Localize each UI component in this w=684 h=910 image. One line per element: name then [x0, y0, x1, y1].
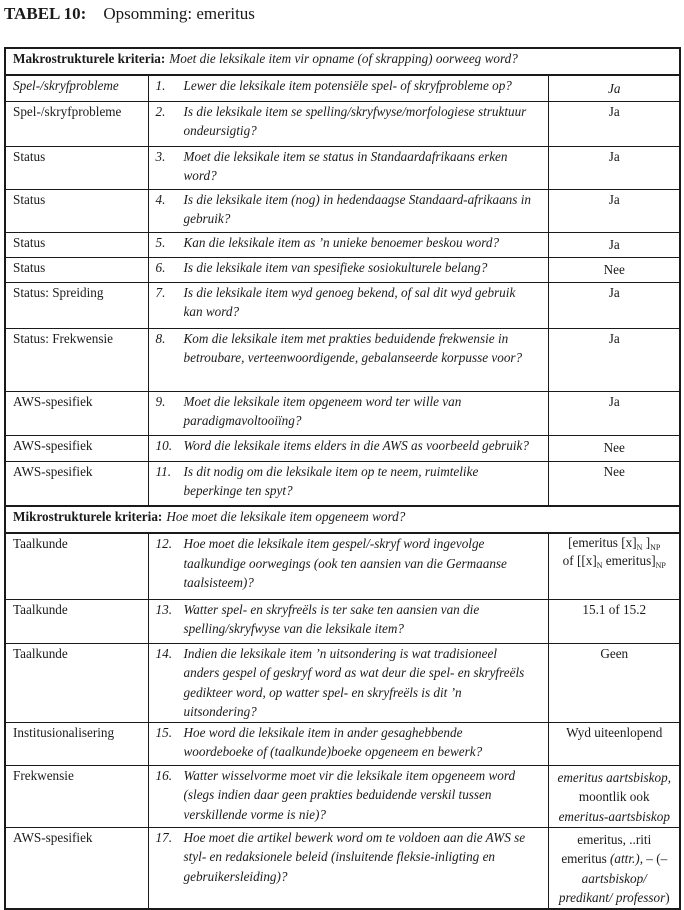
criterion-question-cell — [148, 533, 548, 599]
table-row — [5, 461, 680, 506]
criterion-category: Status — [5, 232, 148, 257]
section-heading-label: Makrostrukturele kriteria: — [13, 51, 166, 66]
criterion-number: 2. — [155, 103, 166, 119]
criterion-question-cell — [148, 461, 548, 506]
criterion-answer: Ja — [548, 101, 680, 146]
criterion-answer: Wyd uiteenlopend — [548, 722, 680, 765]
criterion-category: AWS-spesifiek — [5, 435, 148, 461]
table-row — [5, 827, 680, 909]
section-heading — [5, 48, 680, 75]
criterion-number: 8. — [155, 330, 166, 346]
criterion-answer: emeritus aartsbiskop, moontlik ook emeritus-aartsbiskop — [548, 765, 680, 827]
criterion-category: Taalkunde — [5, 533, 148, 599]
criterion-question: Is dit nodig om die leksikale item op te neem, ruimtelike beperkinge ten spyt? — [183, 463, 479, 498]
table-row — [5, 328, 680, 391]
criterion-number: 16. — [155, 767, 172, 783]
criterion-number: 17. — [155, 829, 172, 845]
criterion-question: Indien die leksikale item ’n uitsondering is wat tradisioneel anders gespel of geskryf word as wat deur die spel- en skryfreëls gedikteer word, op watter spel- en skryfreëls is dit ’n uitsondering? — [183, 645, 525, 719]
criterion-question: Is die leksikale item (nog) in hedendaagse Standaard-afrikaans in gebruik? — [183, 191, 531, 226]
section-heading-question: Moet die leksikale item vir opname (of skrapping) oorweeg word? — [169, 51, 518, 66]
answer-line-1: [emeritus $[x]_N$ ]$_{NP}$ — [568, 535, 661, 552]
criterion-answer: Ja — [548, 189, 680, 232]
section-header-micro — [5, 506, 680, 533]
criterion-question: Kom die leksikale item met prakties beduidende frekwensie in betroubare, verteenwoordigende, gebalanseerde korpusse voor? — [183, 330, 523, 365]
criterion-number: 10. — [155, 437, 172, 453]
criterion-number: 14. — [155, 645, 172, 661]
criterion-question-cell — [148, 643, 548, 722]
criterion-answer: Ja — [548, 232, 680, 257]
criterion-answer: Nee — [548, 257, 680, 282]
criterion-number: 11. — [155, 463, 172, 479]
table-row — [5, 533, 680, 599]
table-row — [5, 599, 680, 643]
criterion-question: Is die leksikale item van spesifieke sosiokulturele belang? — [183, 259, 488, 275]
criterion-answer: Nee — [548, 435, 680, 461]
criterion-question: Hoe word die leksikale item in ander gesaghebbende woordeboeke of (taalkunde)boeke opgeneem en bewerk? — [183, 724, 483, 759]
criterion-answer: Geen — [548, 643, 680, 722]
criterion-answer: Ja — [548, 282, 680, 328]
section-heading-question: Hoe moet die leksikale item opgeneem word? — [166, 509, 406, 524]
criterion-question-cell — [148, 232, 548, 257]
criterion-number: 4. — [155, 191, 166, 207]
criterion-answer: emeritus, ..riti emeritus (attr.), – (– aartsbiskop/ predikant/ professor) — [548, 827, 680, 909]
criterion-category: AWS-spesifiek — [5, 461, 148, 506]
criterion-question: Watter wisselvorme moet vir die leksikale item opgeneem word (slegs indien daar geen prakties beduidende verskil tussen verskillende vorme is nie)? — [183, 767, 516, 822]
criterion-number: 7. — [155, 284, 166, 300]
criterion-number: 3. — [155, 148, 166, 164]
table-label: TABEL 10: — [4, 4, 87, 23]
criterion-question-cell — [148, 827, 548, 909]
criterion-number: 15. — [155, 724, 172, 740]
criterion-number: 1. — [155, 78, 166, 93]
criterion-question-cell — [148, 282, 548, 328]
criterion-question: Watter spel- en skryfreëls is ter sake ten aansien van die spelling/skryfwyse van die leksikale item? — [183, 601, 480, 636]
criterion-question: Word die leksikale items elders in die AWS as voorbeeld gebruik? — [183, 437, 529, 453]
criterion-category: Status — [5, 257, 148, 282]
criterion-answer: 15.1 of 15.2 — [548, 599, 680, 643]
table-row — [5, 75, 680, 101]
table-row — [5, 435, 680, 461]
summary-table — [4, 47, 681, 910]
section-heading — [5, 506, 680, 533]
table-row — [5, 232, 680, 257]
criterion-question: Moet die leksikale item opgeneem word ter wille van paradigmavoltooiïng? — [183, 393, 462, 428]
criterion-question: Kan die leksikale item as ’n unieke benoemer beskou word? — [183, 234, 500, 250]
criterion-question-cell — [148, 722, 548, 765]
criterion-question: Lewer die leksikale item potensiële spel- of skryfprobleme op? — [183, 78, 512, 93]
criterion-category: Status — [5, 146, 148, 189]
criterion-question-cell — [148, 189, 548, 232]
table-row — [5, 101, 680, 146]
criterion-question: Is die leksikale item wyd genoeg bekend, of sal dit wyd gebruik kan word? — [183, 284, 516, 319]
criterion-number: 9. — [155, 393, 166, 409]
criterion-category: Status: Spreiding — [5, 282, 148, 328]
criterion-category: Status: Frekwensie — [5, 328, 148, 391]
criterion-number: 5. — [155, 234, 166, 250]
criterion-category: AWS-spesifiek — [5, 827, 148, 909]
criterion-category: Status — [5, 189, 148, 232]
criterion-question-cell — [148, 146, 548, 189]
table-row — [5, 391, 680, 435]
table-row — [5, 146, 680, 189]
criterion-number: 6. — [155, 259, 166, 275]
criterion-category: Institusionalisering — [5, 722, 148, 765]
criterion-category: Taalkunde — [5, 599, 148, 643]
table-row — [5, 722, 680, 765]
criterion-question-cell — [148, 257, 548, 282]
table-row — [5, 765, 680, 827]
criterion-answer: Nee — [548, 461, 680, 506]
criterion-question-cell — [148, 435, 548, 461]
criterion-answer: Ja — [548, 146, 680, 189]
criterion-question-cell — [148, 328, 548, 391]
criterion-number: 13. — [155, 601, 172, 617]
table-row — [5, 643, 680, 722]
criterion-question-cell — [148, 101, 548, 146]
criterion-number: 12. — [155, 536, 172, 551]
criterion-question-cell — [148, 765, 548, 827]
criterion-question: Hoe moet die leksikale item gespel/-skryf word ingevolge taalkundige oorwegings (ook ten aansien van die Germaanse taalsisteem)? — [183, 536, 507, 590]
criterion-category: Frekwensie — [5, 765, 148, 827]
section-header-macro — [5, 48, 680, 75]
criterion-question: Is die leksikale item se spelling/skryfwyse/morfologiese struktuur ondeursigtig? — [183, 103, 527, 138]
criterion-answer — [548, 533, 680, 599]
table-row — [5, 282, 680, 328]
criterion-category: Spel-/skryfprobleme — [5, 75, 148, 101]
table-title: Opsomming: emeritus — [103, 4, 255, 23]
table-row — [5, 189, 680, 232]
table-caption — [4, 3, 255, 25]
criterion-question-cell — [148, 391, 548, 435]
section-heading-label: Mikrostrukturele kriteria: — [13, 509, 163, 524]
criterion-category: Taalkunde — [5, 643, 148, 722]
criterion-question: Hoe moet die artikel bewerk word om te voldoen aan die AWS se styl- en redaksionele beleid (insluitende fleksie-inligting en gebruikersleiding)? — [183, 829, 526, 884]
criterion-answer: Ja — [548, 391, 680, 435]
answer-line-2: of [$[x]_N$ $emeritus]_{NP}$ — [562, 553, 666, 570]
criterion-category: Spel-/skryfprobleme — [5, 101, 148, 146]
table-row — [5, 257, 680, 282]
criterion-question: Moet die leksikale item se status in Standaardafrikaans erken word? — [183, 148, 508, 183]
criterion-category: AWS-spesifiek — [5, 391, 148, 435]
criterion-question-cell — [148, 75, 548, 101]
criterion-answer: Ja — [548, 75, 680, 101]
criterion-answer: Ja — [548, 328, 680, 391]
criterion-question-cell — [148, 599, 548, 643]
